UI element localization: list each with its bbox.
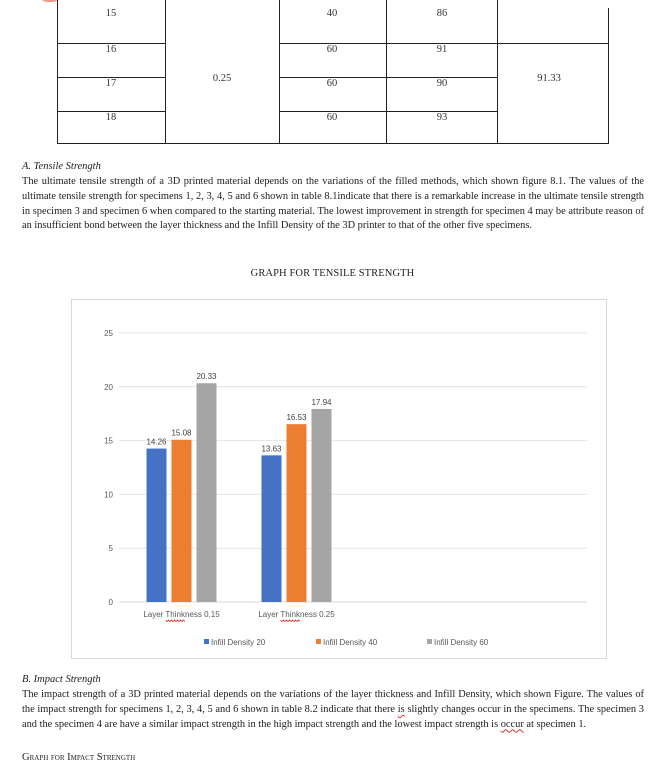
bar <box>287 424 307 602</box>
table-cell-value: 60 <box>326 44 338 55</box>
table-cell-strength: 90 <box>436 78 448 89</box>
table-cell-specimen: 16 <box>105 44 117 55</box>
table-cell-value: 40 <box>326 8 338 19</box>
legend-swatch <box>204 639 209 644</box>
y-tick-label: 5 <box>108 544 113 554</box>
table-cell-strength: 91 <box>436 44 448 55</box>
x-tick-label: Layer Thinkness 0.25 <box>258 610 335 619</box>
data-label: 16.53 <box>286 413 307 423</box>
data-label: 17.94 <box>311 397 332 407</box>
table-cell-strength: 93 <box>436 112 448 123</box>
spellcheck-word-is: is <box>397 703 405 715</box>
legend-label: Infill Density 40 <box>323 638 378 647</box>
corner-logo-fragment <box>38 0 62 2</box>
bar <box>197 383 217 602</box>
section-b-text-1: The impact strength of a 3D printed material depends on the variations of the layer thickness and Infill Density, which shown Figure. The values of the impact strength for specimens 1, 2, 3, 4, 5 and 6 shown in table 8.2 indicate that there <box>22 689 644 715</box>
bar <box>172 440 192 602</box>
section-a-paragraph: The ultimate tensile strength of a 3D printed material depends on the variations of the filled methods, which shown figure 8.1. The values of the ultimate tensile strength for specimens 1, 2, 3, 4, 5 and 6 shown in table 8.1indicate that there is a remarkable increase in the ultimate tensile strength in specimen 3 and specimen 6 when compared to the starting material. The lowest improvement in strength for specimen 4 may be attribute reason of an insufficient bond between the layer thickness and the Infill Density of the 3D printer to that of the other five specimens. <box>22 176 644 232</box>
graph-title: GRAPH FOR TENSILE STRENGTH <box>250 268 415 279</box>
section-b-text-3: at specimen 1. <box>523 718 587 730</box>
spellcheck-squiggle <box>281 620 301 622</box>
table-cell-average: 91.33 <box>537 73 561 84</box>
y-tick-label: 0 <box>108 598 113 607</box>
spellcheck-squiggle <box>166 620 186 622</box>
next-graph-title: Graph for Impact Strength <box>22 752 136 763</box>
table-cell-value: 60 <box>326 112 338 123</box>
y-tick-label: 15 <box>104 436 113 446</box>
legend-label: Infill Density 20 <box>211 638 266 647</box>
table-cell-value: 60 <box>326 78 338 89</box>
table-cell-specimen: 18 <box>105 112 117 123</box>
bar <box>262 455 282 602</box>
table-cell-strength: 86 <box>436 8 448 19</box>
section-a-heading: A. Tensile Strength <box>22 161 101 172</box>
legend-label: Infill Density 60 <box>434 638 489 647</box>
data-label: 14.26 <box>146 437 167 447</box>
table-cell-layer-thickness: 0.25 <box>212 73 232 84</box>
legend-swatch <box>316 639 321 644</box>
data-label: 20.33 <box>196 372 217 382</box>
tensile-strength-chart <box>71 299 607 659</box>
data-label: 15.08 <box>171 428 192 438</box>
x-tick-label: Layer Thinkness 0.15 <box>143 610 220 619</box>
y-tick-label: 10 <box>104 490 113 500</box>
spellcheck-word-occur: occur <box>500 718 524 730</box>
section-b-heading: B. Impact Strength <box>22 674 101 685</box>
y-tick-label: 20 <box>104 382 113 392</box>
table-cell-specimen: 15 <box>105 8 117 19</box>
data-label: 13.63 <box>261 444 282 454</box>
legend-swatch <box>427 639 432 644</box>
bar <box>147 449 167 602</box>
y-tick-label: 25 <box>104 329 113 338</box>
table-cell-specimen: 17 <box>105 78 117 89</box>
section-b-text-2: slightly changes occur in the specimens. The specimen 3 and the specimen 4 are have a similar impact strength in the high impact strength and the lowest impact strength is <box>22 703 644 730</box>
bar <box>312 409 332 602</box>
section-b-paragraph <box>22 688 644 732</box>
